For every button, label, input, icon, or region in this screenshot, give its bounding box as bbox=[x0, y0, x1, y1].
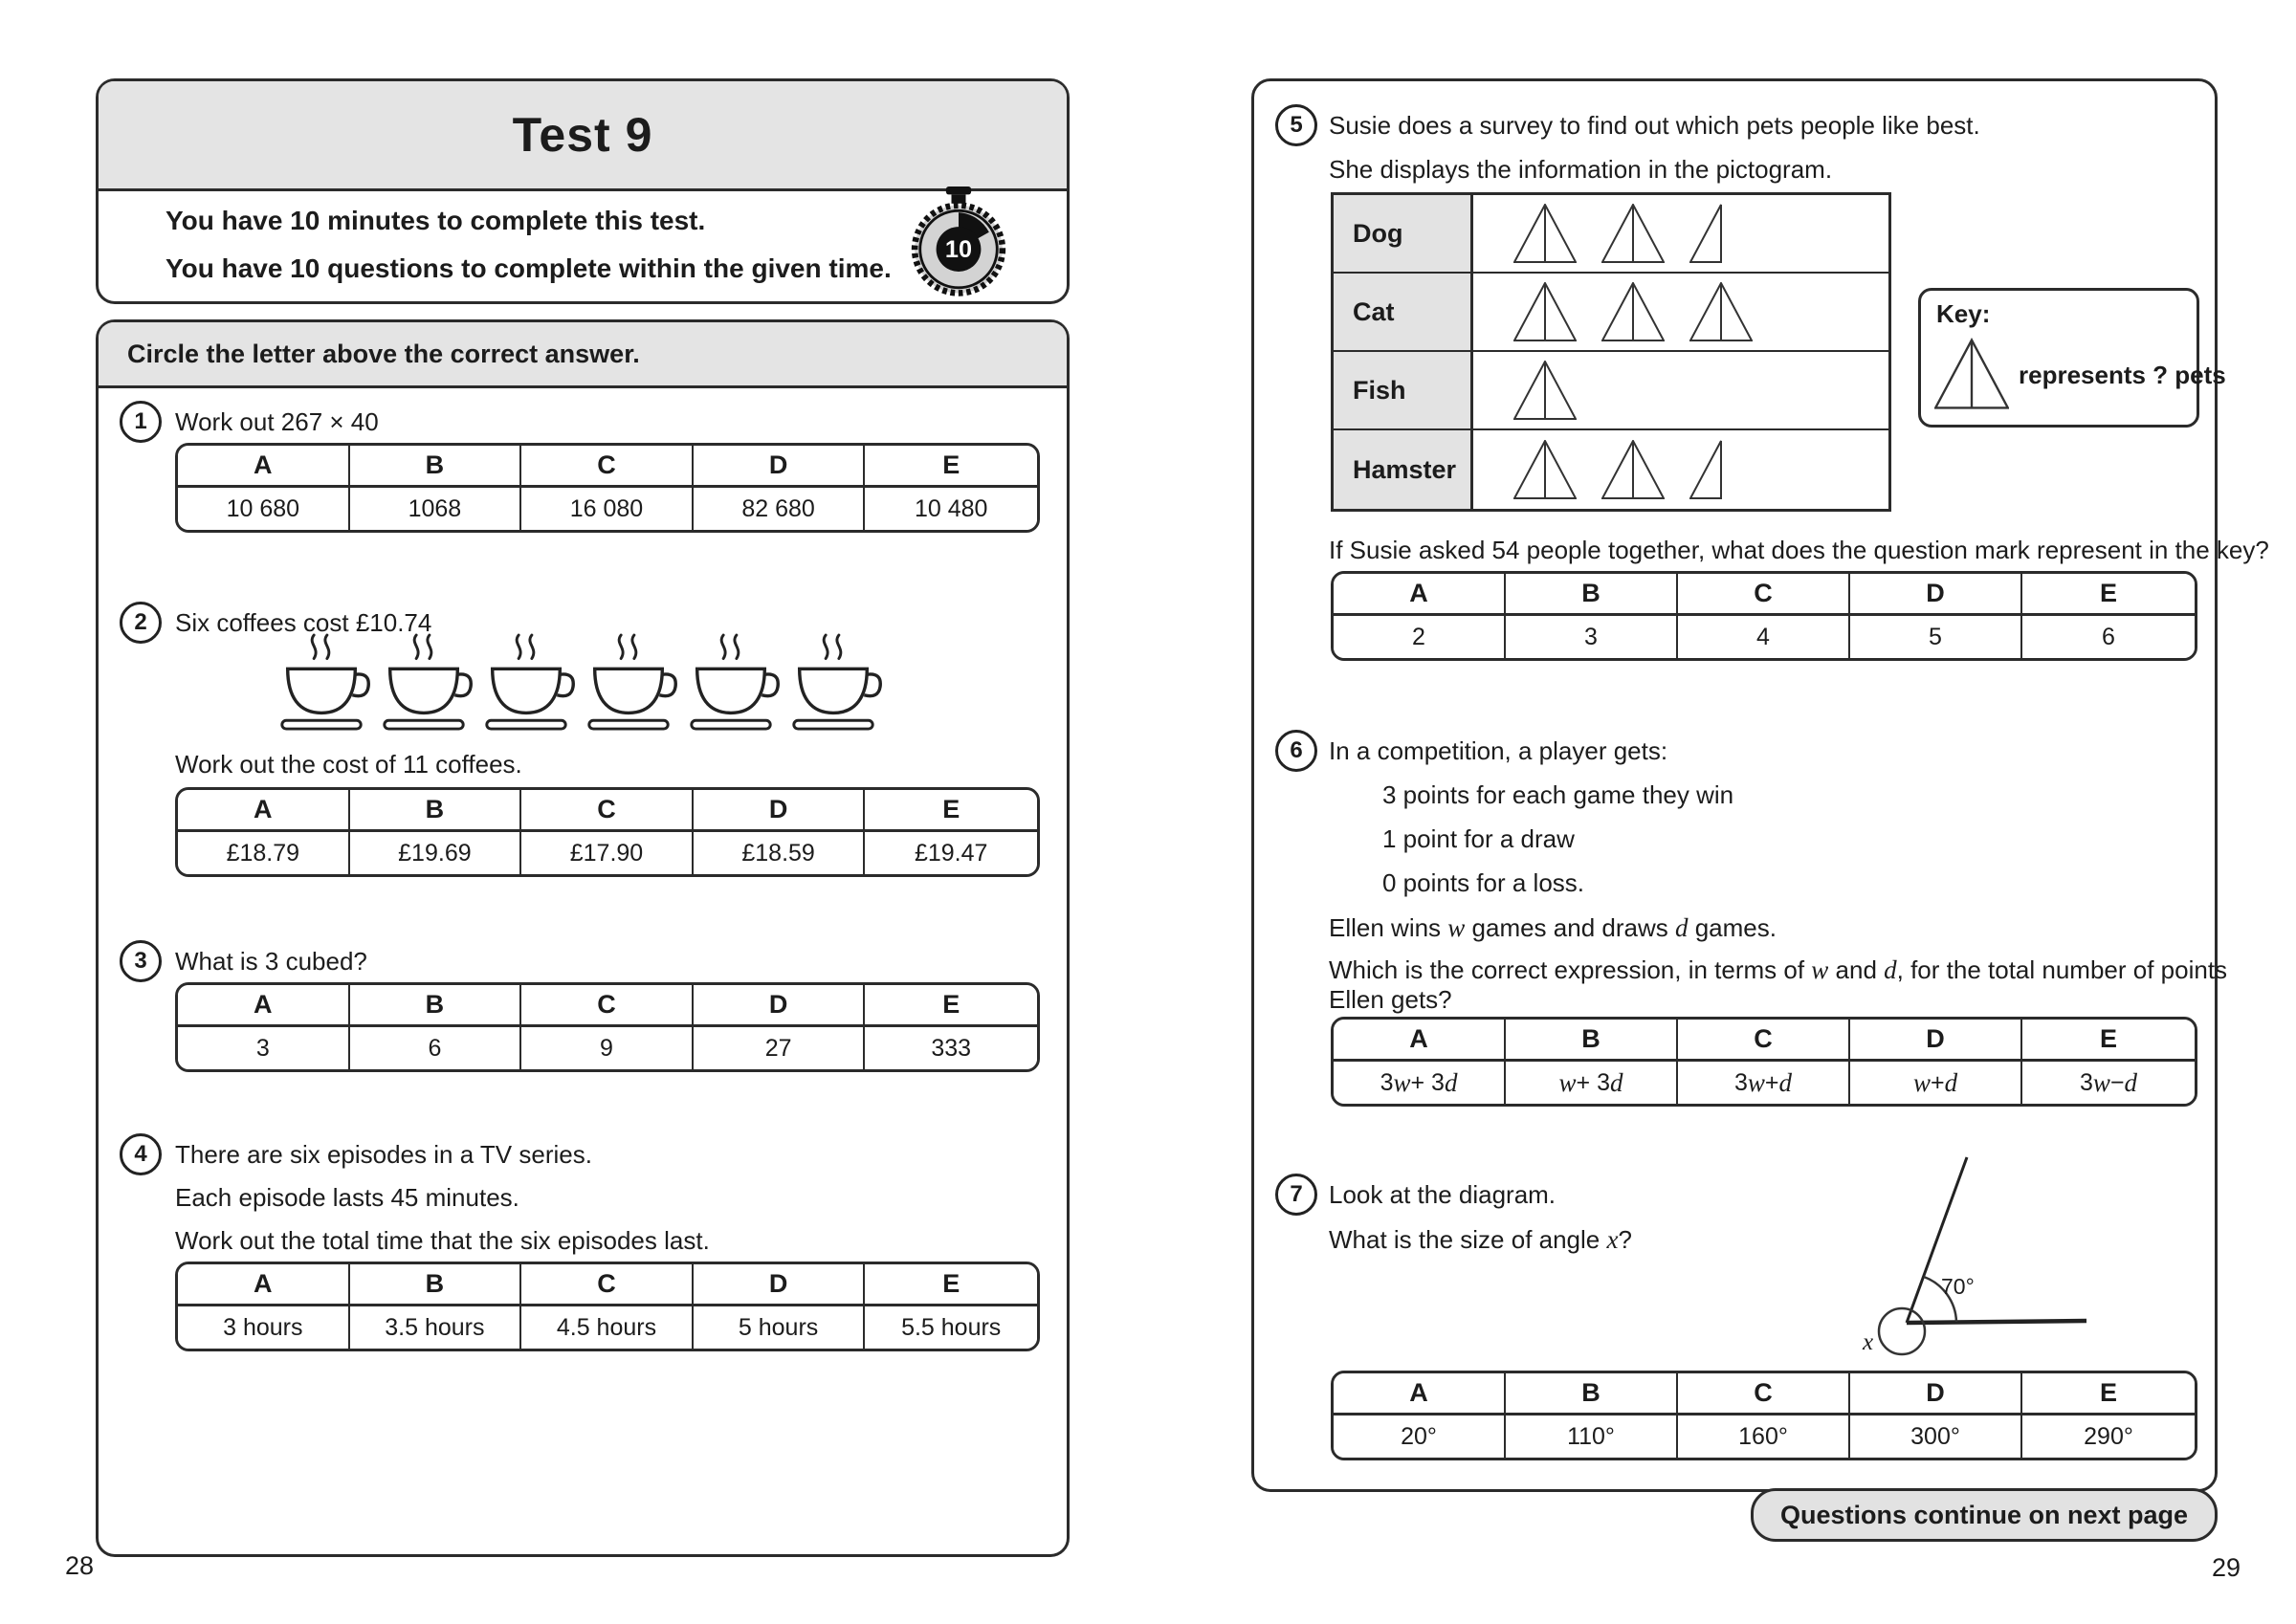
question-number-badge: 2 bbox=[120, 602, 162, 644]
instruction-bar bbox=[99, 322, 1067, 388]
pictogram-triangle-full-icon bbox=[1601, 204, 1665, 263]
pictogram-triangle-half-icon bbox=[1689, 440, 1722, 499]
answer-letter-B[interactable]: B bbox=[350, 985, 522, 1027]
math-variable: d bbox=[1884, 955, 1897, 984]
pictogram-triangle-full-icon bbox=[1513, 361, 1577, 420]
answer-letter-E[interactable]: E bbox=[2022, 574, 2195, 616]
question-number-badge: 1 bbox=[120, 401, 162, 443]
angle-diagram bbox=[1790, 1133, 2192, 1363]
answer-letter-C[interactable]: C bbox=[1678, 574, 1850, 616]
question-6-point-2: 1 point for a draw bbox=[1382, 824, 1575, 853]
answer-value-cell: 160° bbox=[1678, 1416, 1850, 1458]
key-title: Key: bbox=[1936, 299, 1991, 328]
test-title: Test 9 bbox=[512, 108, 653, 162]
answer-value-cell: 333 bbox=[865, 1027, 1037, 1069]
answer-letter-C[interactable]: C bbox=[521, 790, 694, 832]
question-1-answer-table bbox=[175, 443, 1040, 533]
answer-letter-B[interactable]: B bbox=[1506, 1020, 1678, 1062]
answer-letter-B[interactable]: B bbox=[350, 446, 522, 488]
answer-value-cell: 3 w − d bbox=[2022, 1062, 2195, 1104]
answer-value-cell: £19.69 bbox=[350, 832, 522, 874]
answer-letter-A[interactable]: A bbox=[178, 985, 350, 1027]
answer-letter-D[interactable]: D bbox=[694, 985, 866, 1027]
answer-letter-B[interactable]: B bbox=[1506, 1373, 1678, 1416]
pictogram-key-box bbox=[1918, 288, 2226, 428]
answer-letter-B[interactable]: B bbox=[350, 1264, 522, 1306]
question-4-line-3: Work out the total time that the six episodes last. bbox=[175, 1226, 710, 1255]
answer-value-cell: 4 bbox=[1678, 616, 1850, 658]
question-5-question: If Susie asked 54 people together, what does the question mark represent in the key? bbox=[1329, 536, 2269, 564]
question-3-answer-table bbox=[175, 982, 1040, 1072]
key-text: represents ? pets bbox=[2019, 361, 2226, 389]
answer-value-cell: 6 bbox=[2022, 616, 2195, 658]
key-triangle-icon bbox=[1934, 335, 2009, 413]
math-variable: d bbox=[1674, 913, 1689, 942]
answer-letter-C[interactable]: C bbox=[521, 985, 694, 1027]
left-questions-box bbox=[96, 319, 1070, 1557]
pictogram-triangle-half-icon bbox=[1689, 204, 1722, 263]
answer-letter-C[interactable]: C bbox=[1678, 1373, 1850, 1416]
question-2-answer-table bbox=[175, 787, 1040, 877]
coffee-cup-icon bbox=[477, 628, 575, 739]
answer-value-cell: 290° bbox=[2022, 1416, 2195, 1458]
answer-value-cell: 27 bbox=[694, 1027, 866, 1069]
math-variable: w bbox=[1912, 1067, 1931, 1097]
pictogram-row-symbols bbox=[1473, 352, 1888, 430]
answer-value-cell: 3 hours bbox=[178, 1306, 350, 1349]
answer-letter-C[interactable]: C bbox=[1678, 1020, 1850, 1062]
test-header-box bbox=[96, 78, 1070, 304]
pictogram-triangle-full-icon bbox=[1689, 282, 1753, 341]
answer-value-cell: £18.59 bbox=[694, 832, 866, 874]
angle-x-label: x bbox=[1863, 1329, 1874, 1355]
question-2-text-2: Work out the cost of 11 coffees. bbox=[175, 750, 522, 779]
answer-value-cell: 10 680 bbox=[178, 488, 350, 530]
pictogram-triangle-full-icon bbox=[1513, 282, 1577, 341]
answer-letter-D[interactable]: D bbox=[1850, 1020, 2022, 1062]
answer-letter-A[interactable]: A bbox=[178, 446, 350, 488]
math-variable: d bbox=[1778, 1067, 1793, 1097]
answer-letter-D[interactable]: D bbox=[694, 790, 866, 832]
answer-value-cell: 5.5 hours bbox=[865, 1306, 1037, 1349]
answer-value-cell: £18.79 bbox=[178, 832, 350, 874]
questions-continue-text: Questions continue on next page bbox=[1779, 1500, 2189, 1529]
coffee-cup-icon bbox=[784, 628, 882, 739]
math-variable: w bbox=[1558, 1067, 1577, 1097]
answer-letter-A[interactable]: A bbox=[178, 1264, 350, 1306]
answer-value-cell: 20° bbox=[1334, 1416, 1506, 1458]
answer-letter-B[interactable]: B bbox=[350, 790, 522, 832]
pictogram-triangle-full-icon bbox=[1601, 282, 1665, 341]
question-6-question-line-2: Ellen gets? bbox=[1329, 985, 1452, 1014]
question-3-text: What is 3 cubed? bbox=[175, 947, 367, 976]
pictogram-row-symbols bbox=[1473, 274, 1888, 352]
answer-letter-D[interactable]: D bbox=[1850, 574, 2022, 616]
answer-value-cell: 3 w + 3 d bbox=[1334, 1062, 1506, 1104]
question-4-line-2: Each episode lasts 45 minutes. bbox=[175, 1183, 519, 1212]
answer-value-cell: 5 bbox=[1850, 616, 2022, 658]
pictogram-row-label: Hamster bbox=[1334, 430, 1473, 509]
answer-letter-C[interactable]: C bbox=[521, 1264, 694, 1306]
pictogram-row-symbols bbox=[1473, 195, 1888, 274]
answer-value-cell: 3.5 hours bbox=[350, 1306, 522, 1349]
answer-value-cell: 300° bbox=[1850, 1416, 2022, 1458]
pictogram-triangle-full-icon bbox=[1513, 204, 1577, 263]
answer-letter-E[interactable]: E bbox=[865, 446, 1037, 488]
math-variable: w bbox=[2092, 1067, 2110, 1097]
question-2-text: Six coffees cost £10.74 bbox=[175, 608, 432, 637]
coffee-cup-icon bbox=[375, 628, 473, 739]
answer-value-cell: w + 3 d bbox=[1506, 1062, 1678, 1104]
math-variable: w bbox=[1393, 1067, 1411, 1097]
answer-value-cell: 110° bbox=[1506, 1416, 1678, 1458]
pictogram-triangle-full-icon bbox=[1601, 440, 1665, 499]
stopwatch-minutes: 10 bbox=[944, 235, 973, 263]
pictogram-row-label: Cat bbox=[1334, 274, 1473, 352]
answer-value-cell: £17.90 bbox=[521, 832, 694, 874]
question-number-badge: 5 bbox=[1275, 104, 1317, 146]
question-5-line-1: Susie does a survey to find out which pets people like best. bbox=[1329, 111, 1980, 140]
math-variable: w bbox=[1811, 955, 1829, 984]
answer-letter-C[interactable]: C bbox=[521, 446, 694, 488]
math-variable: w bbox=[1447, 913, 1466, 942]
answer-value-cell: 10 480 bbox=[865, 488, 1037, 530]
question-6-answer-table bbox=[1331, 1017, 2197, 1107]
answer-value-cell: w + d bbox=[1850, 1062, 2022, 1104]
answer-letter-D[interactable]: D bbox=[694, 446, 866, 488]
pets-pictogram bbox=[1331, 192, 1891, 512]
math-variable: w bbox=[1747, 1067, 1765, 1097]
questions-continue-badge bbox=[1751, 1488, 2218, 1542]
question-4-line-1: There are six episodes in a TV series. bbox=[175, 1140, 592, 1169]
answer-letter-B[interactable]: B bbox=[1506, 574, 1678, 616]
coffee-cup-icon bbox=[682, 628, 780, 739]
answer-letter-E[interactable]: E bbox=[2022, 1373, 2195, 1416]
answer-letter-E[interactable]: E bbox=[865, 985, 1037, 1027]
right-questions-box bbox=[1251, 78, 2269, 1492]
question-6-ellen-line: Ellen wins w games and draws d games. bbox=[1329, 913, 1777, 942]
angle-70-label: 70° bbox=[1941, 1274, 1975, 1299]
math-variable: d bbox=[1444, 1067, 1458, 1097]
answer-letter-D[interactable]: D bbox=[1850, 1373, 2022, 1416]
answer-letter-A[interactable]: A bbox=[178, 790, 350, 832]
answer-value-cell: 6 bbox=[350, 1027, 522, 1069]
answer-letter-A[interactable]: A bbox=[1334, 1373, 1506, 1416]
question-4-answer-table bbox=[175, 1262, 1040, 1351]
question-number-badge: 6 bbox=[1275, 730, 1317, 772]
answer-letter-A[interactable]: A bbox=[1334, 1020, 1506, 1062]
answer-value-cell: 16 080 bbox=[521, 488, 694, 530]
pictogram-row-label: Fish bbox=[1334, 352, 1473, 430]
answer-value-cell: 3 bbox=[178, 1027, 350, 1069]
answer-value-cell: 3 w + d bbox=[1678, 1062, 1850, 1104]
question-1-text: Work out 267 × 40 bbox=[175, 407, 379, 436]
question-number-badge: 4 bbox=[120, 1133, 162, 1175]
page-number-left: 28 bbox=[65, 1551, 95, 1580]
math-variable: x bbox=[1606, 1225, 1619, 1254]
answer-value-cell: 4.5 hours bbox=[521, 1306, 694, 1349]
answer-letter-D[interactable]: D bbox=[694, 1264, 866, 1306]
pictogram-row-symbols bbox=[1473, 430, 1888, 509]
question-6-point-3: 0 points for a loss. bbox=[1382, 868, 1584, 897]
math-variable: d bbox=[2124, 1067, 2138, 1097]
question-6-point-1: 3 points for each game they win bbox=[1382, 780, 1734, 809]
math-variable: d bbox=[1944, 1067, 1958, 1097]
coffee-cups-row bbox=[273, 628, 904, 739]
answer-letter-E[interactable]: E bbox=[865, 790, 1037, 832]
question-6-question-line-1: Which is the correct expression, in terms of w and d, for the total number of points bbox=[1329, 955, 2228, 984]
answer-letter-E[interactable]: E bbox=[865, 1264, 1037, 1306]
question-5-answer-table bbox=[1331, 571, 2197, 661]
question-7-line-2: What is the size of angle x? bbox=[1329, 1225, 1632, 1254]
answer-letter-A[interactable]: A bbox=[1334, 574, 1506, 616]
pictogram-row-label: Dog bbox=[1334, 195, 1473, 274]
question-7-answer-table bbox=[1331, 1371, 2197, 1460]
question-5-line-2: She displays the information in the pictogram. bbox=[1329, 155, 1833, 184]
answer-letter-E[interactable]: E bbox=[2022, 1020, 2195, 1062]
answer-value-cell: £19.47 bbox=[865, 832, 1037, 874]
coffee-cup-icon bbox=[273, 628, 370, 739]
answer-value-cell: 3 bbox=[1506, 616, 1678, 658]
test-instruction-line-1: You have 10 minutes to complete this test. bbox=[166, 206, 706, 235]
page-number-right: 29 bbox=[2212, 1553, 2241, 1582]
stopwatch-icon bbox=[904, 187, 1013, 299]
answer-value-cell: 1068 bbox=[350, 488, 522, 530]
pictogram-triangle-full-icon bbox=[1513, 440, 1577, 499]
coffee-cup-icon bbox=[580, 628, 677, 739]
question-7-line-1: Look at the diagram. bbox=[1329, 1180, 1556, 1209]
question-number-badge: 7 bbox=[1275, 1174, 1317, 1216]
answer-value-cell: 5 hours bbox=[694, 1306, 866, 1349]
math-variable: d bbox=[1609, 1067, 1623, 1097]
question-number-badge: 3 bbox=[120, 940, 162, 982]
instruction-bar-text: Circle the letter above the correct answer. bbox=[127, 339, 640, 368]
answer-value-cell: 82 680 bbox=[694, 488, 866, 530]
answer-value-cell: 2 bbox=[1334, 616, 1506, 658]
answer-value-cell: 9 bbox=[521, 1027, 694, 1069]
test-title-bar bbox=[99, 81, 1067, 191]
question-6-intro: In a competition, a player gets: bbox=[1329, 736, 1668, 765]
test-instruction-line-2: You have 10 questions to complete within the given time. bbox=[166, 253, 892, 283]
